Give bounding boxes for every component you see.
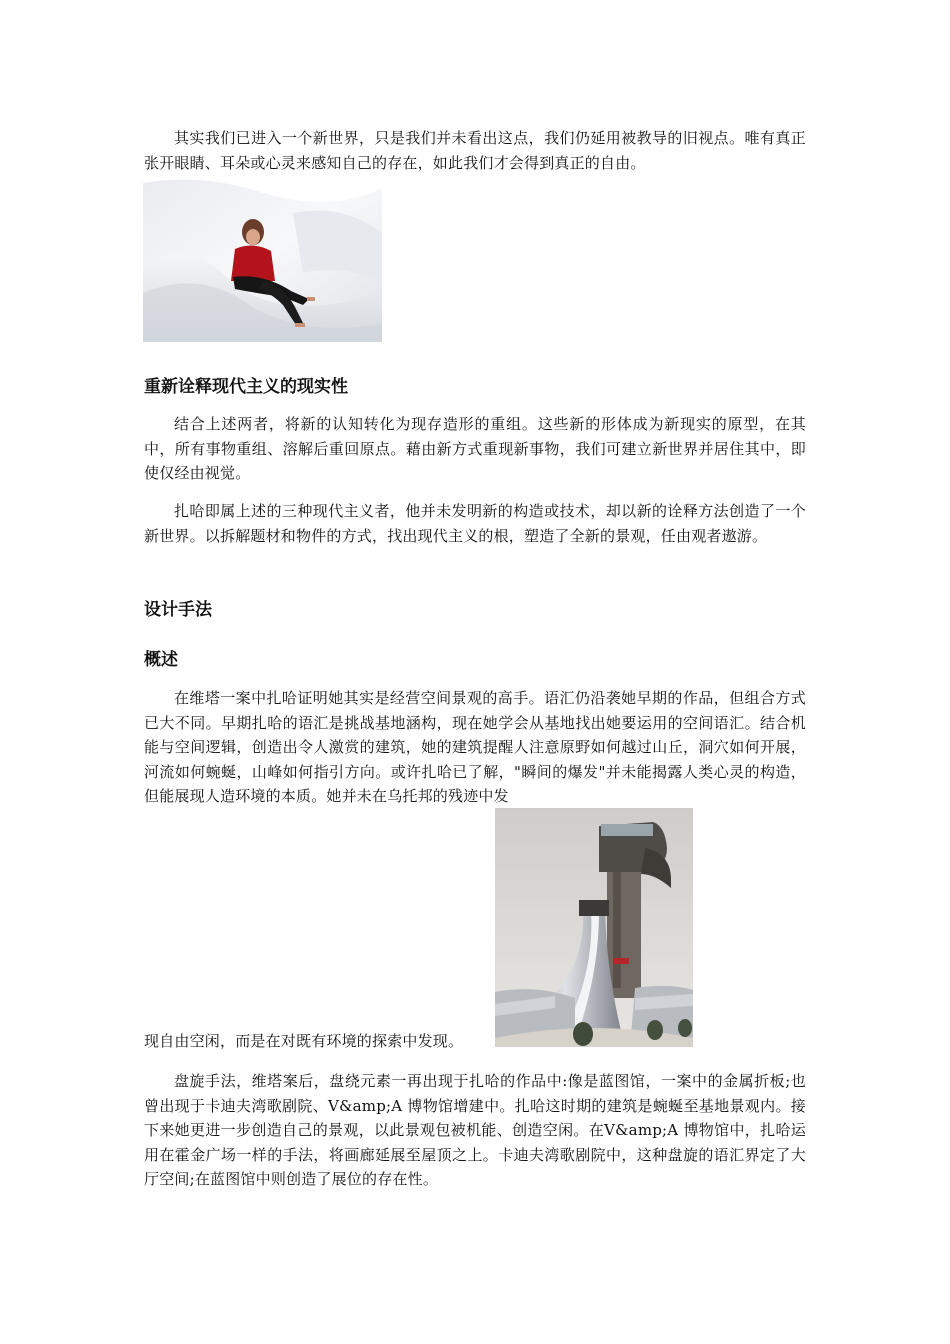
heading-overview: 概述 <box>144 650 178 670</box>
reinterpret-paragraph-2: 扎哈即属上述的三种现代主义者，他并未发明新的构造或技术，却以新的诠释方法创造了一个新世界。以拆解题材和物件的方式，找出现代主义的根，塑造了全新的景观，任由观者遨游。 <box>144 502 806 545</box>
photo-woman-seated-white-interior <box>143 173 382 342</box>
overview-paragraph: 在维塔一案中扎哈证明她其实是经营空间景观的高手。语汇仍沿袭她早期的作品，但组合方式已大不同。早期扎哈的语汇是挑战基地涵构，现在她学会从基地找出她要运用的空间语汇。结合机能与空间逻辑，创造出令人激赏的建筑，她的建筑提醒人注意原野如何越过山丘，洞穴如何开展，河流如何蜿蜒，山峰如何指引方向。或许扎哈已了解，"瞬间的爆发"并未能揭露人类心灵的构造，但能展现人造环境的本质。她并未在乌托邦的残迹中发 <box>144 689 806 805</box>
reinterpret-paragraph-1: 结合上述两者，将新的认知转化为现存造形的重组。这些新的形体成为新现实的原型，在其中，所有事物重组、溶解后重回原点。藉由新方式重现新事物，我们可建立新世界并居住其中，即使仅经由视觉。 <box>144 415 806 482</box>
heading-reinterpret-modernism: 重新诠释现代主义的现实性 <box>144 377 348 397</box>
overview-paragraph-continuation: 现自由空闲，而是在对既有环境的探索中发现。 <box>144 1032 464 1050</box>
spiral-paragraph: 盘旋手法，维塔案后，盘绕元素一再出现于扎哈的作品中:像是蓝图馆，一案中的金属折板;也曾出现于卡迪夫湾歌剧院、V&amp;A 博物馆增建中。扎哈这时期的建筑是蜿蜒至基地景观内。接下来她更进一步创造自己的景观，以此景观包被机能、创造空闲。在V&amp;A 博物馆中，扎哈运用在霍金广场一样的手法，将画廊延展至屋顶之上。卡迪夫湾歌剧院中，这种盘旋的语汇界定了大厅空间;在蓝图馆中则创造了展位的存在性。 <box>144 1072 806 1188</box>
intro-paragraph: 其实我们已进入一个新世界，只是我们并未看出这点，我们仍延用被教导的旧视点。唯有真正张开眼睛、耳朵或心灵来感知自己的存在，如此我们才会得到真正的自由。 <box>144 129 806 172</box>
heading-design-method: 设计手法 <box>144 600 212 620</box>
photo-ski-jump-tower <box>495 808 693 1047</box>
